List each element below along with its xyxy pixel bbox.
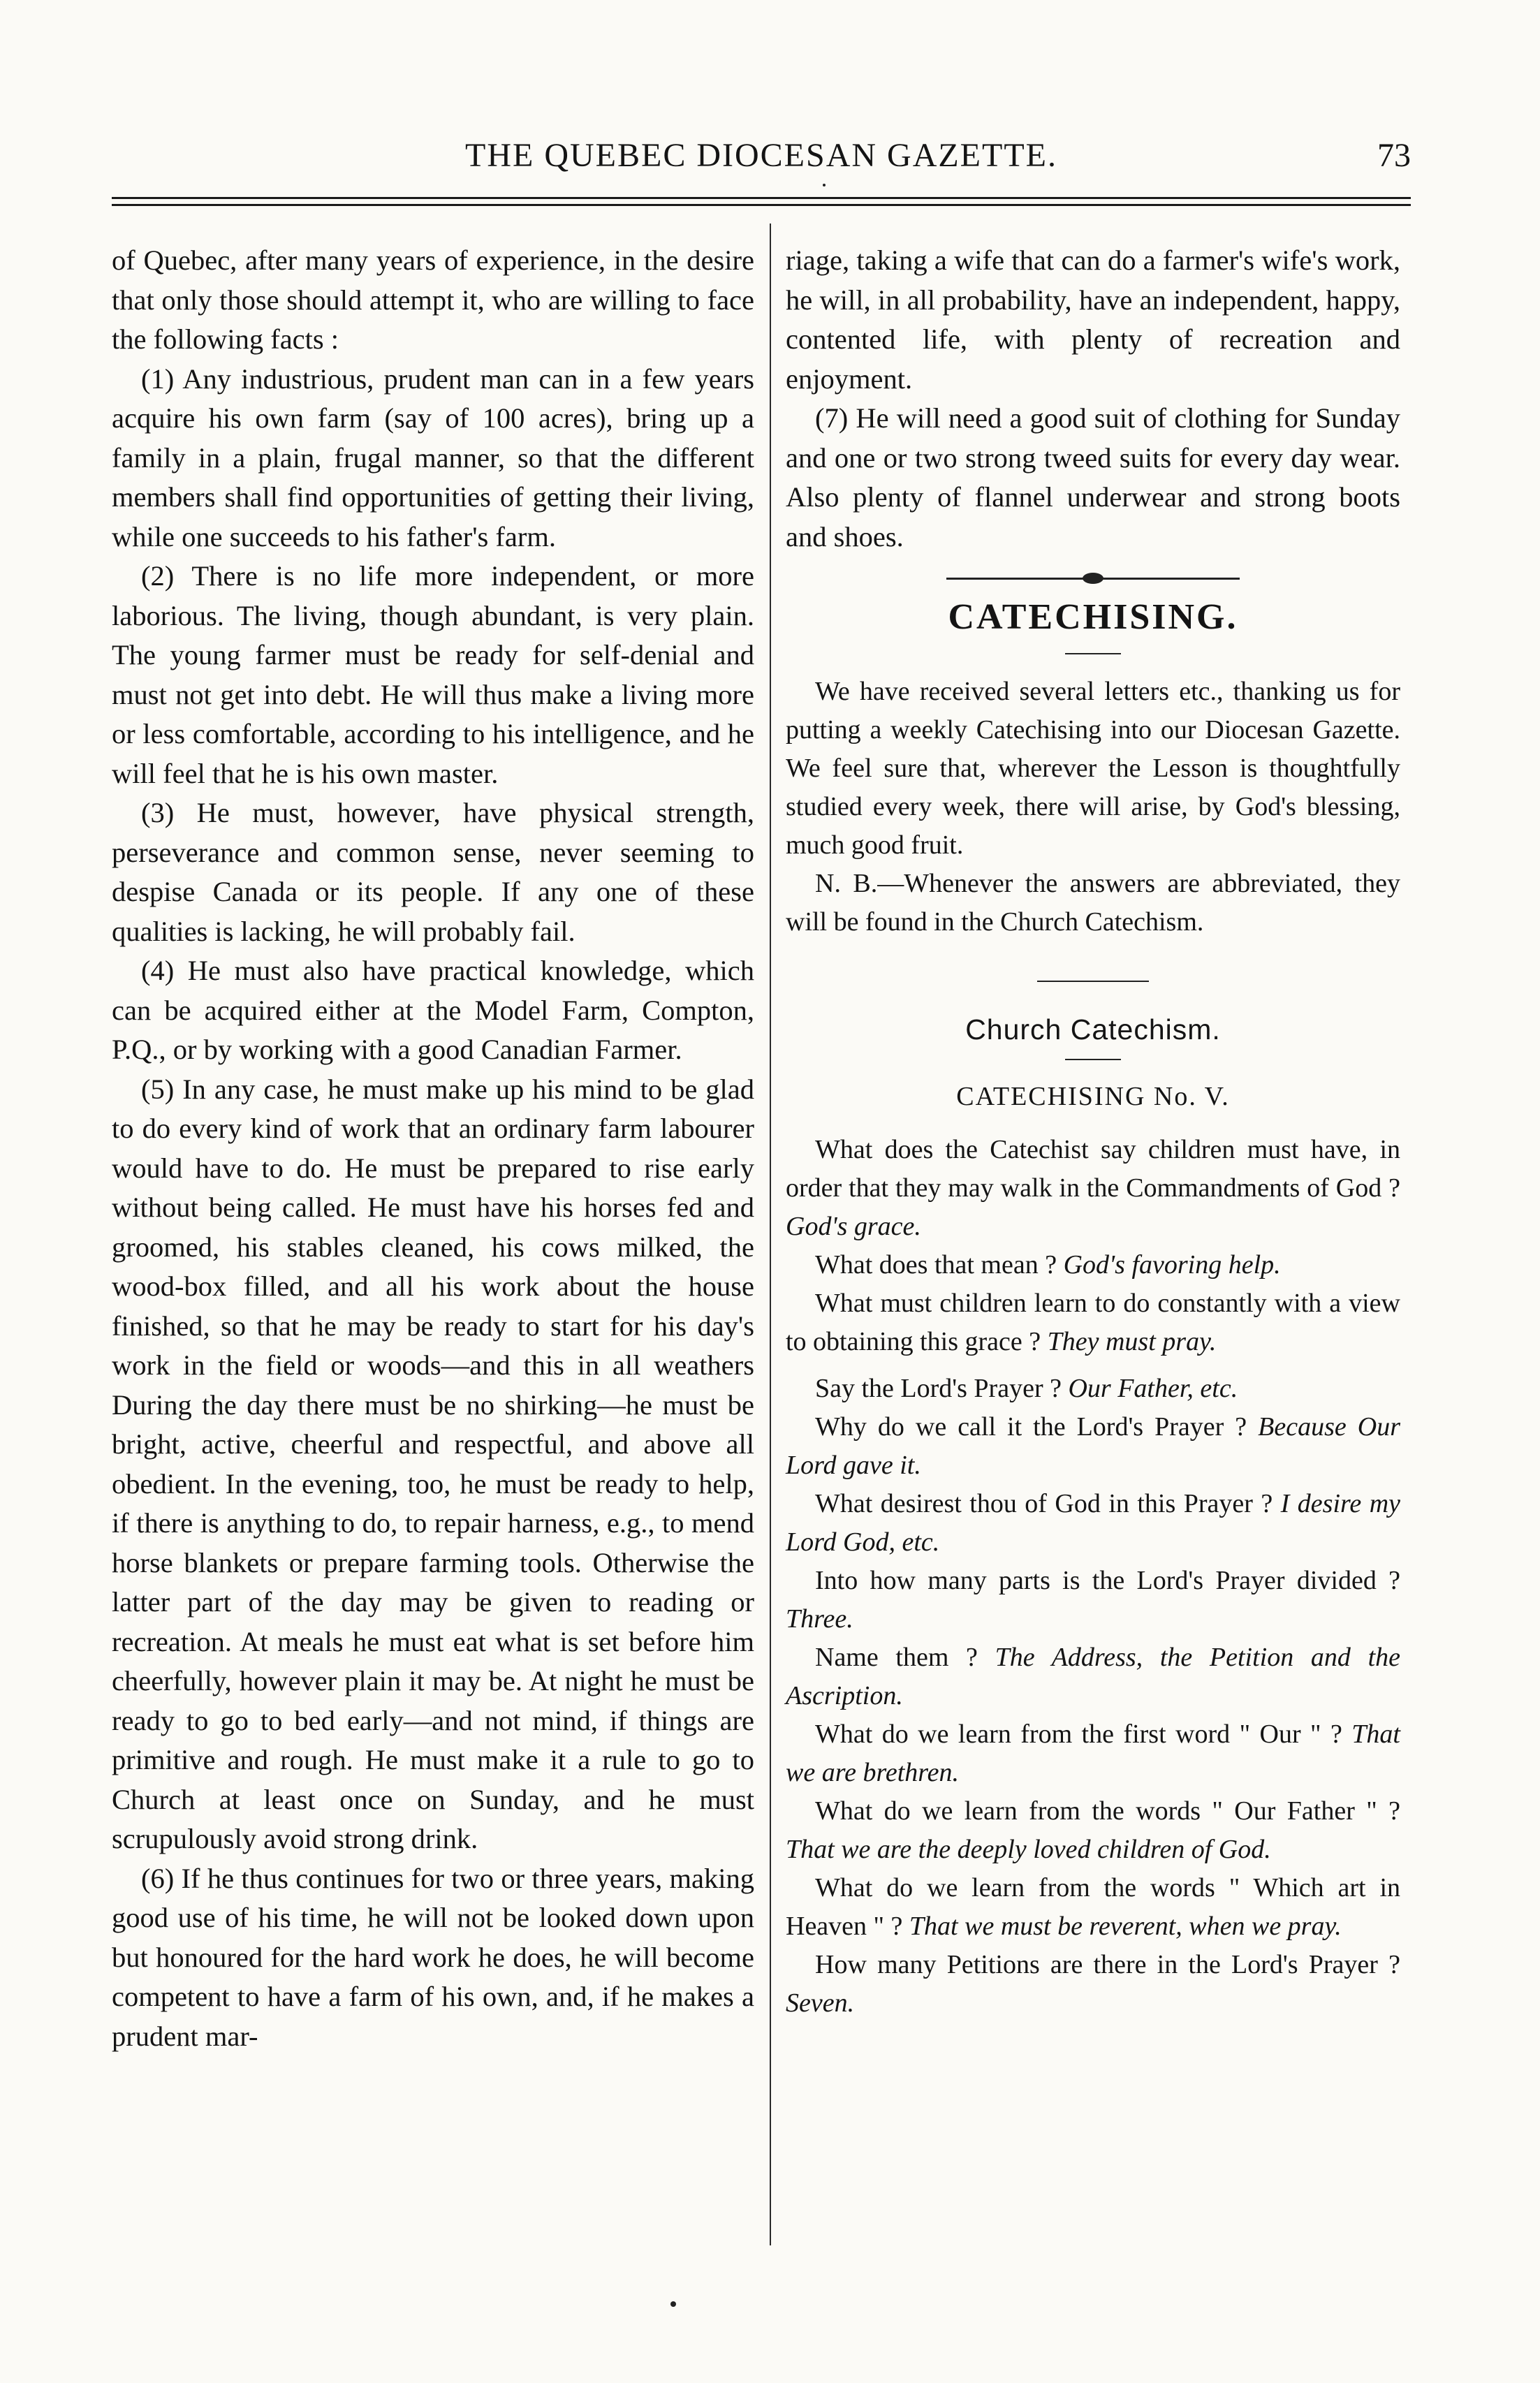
left-para-2: (1) Any industrious, prudent man can in a few years acquire his own farm (say of 100 acres), bring up a family in a plain, frugal manner, so that the different members shall find opportunities of getting their living, while one succeeds to his father's farm. — [112, 362, 754, 552]
speck — [823, 184, 826, 186]
column-divider — [770, 223, 771, 2245]
answer: Three. — [786, 1604, 853, 1634]
qa-item — [786, 1792, 1400, 1869]
qa-item — [786, 1370, 1400, 1408]
question: What do we learn from the words " Which art in Heaven " ? — [786, 1872, 1400, 1941]
left-para-5: (4) He must also have practical knowledge, which can be acquired either at the Model Farm, Compton, P.Q., or by working with a good Canadian Farmer. — [112, 955, 754, 1065]
qa-item — [786, 1131, 1400, 1246]
section-heading: CATECHISING. — [948, 597, 1238, 637]
answer: The Address, the Petition and the Ascription. — [786, 1642, 1400, 1710]
ornamental-rule — [946, 578, 1240, 580]
divider-rule — [1037, 981, 1149, 982]
left-para-4: (3) He must, however, have physical strength, perseverance and common sense, never seeming to despise Canada or its people. If any one of these qualities is lacking, he will probably fail. — [112, 797, 754, 947]
qa-item — [786, 1246, 1400, 1284]
qa-item — [786, 1946, 1400, 2023]
answer: That we must be reverent, when we pray. — [909, 1911, 1342, 1941]
question: Say the Lord's Prayer ? — [815, 1373, 1062, 1403]
left-para-6: (5) In any case, he must make up his mind to be glad to do every kind of work that an ordinary farm labourer would have to do. He must be prepared to rise early without being called. He must have his horses fed and groomed, his stables cleaned, his cows milked, the wood-box filled, and all his work about the house finished, so that he may be ready to start for his day's work in the field or woods—and this in all weathers During the day there must be no shirking—he must be bright, active, cheerful and respectful, and above all obedient. In the evening, too, he must be ready to help, if there is anything to do, to repair harness, e.g., to mend horse blankets or prepare farming tools. Otherwise the latter part of the day may be given to reading or recreation. At meals he must eat what is set before him cheerfully, however plain it may be. At night he must be ready to go to bed early—and not mind, if things are primitive and rough. He must make it a rule to go to Church at least once on Sunday, and he must scrupulously avoid strong drink. — [112, 1073, 754, 1854]
qa-item — [786, 1408, 1400, 1485]
header-rule-bottom — [112, 204, 1411, 206]
answer: That we are the deeply loved children of God. — [786, 1834, 1271, 1864]
qa-item — [786, 1284, 1400, 1361]
question: What desirest thou of God in this Prayer ? — [815, 1488, 1273, 1518]
qa-item — [786, 1869, 1400, 1946]
answer: God's favoring help. — [1063, 1249, 1281, 1280]
qa-item — [786, 1638, 1400, 1715]
question: What do we learn from the words " Our Father " ? — [815, 1796, 1400, 1826]
question: How many Petitions are there in the Lord's Prayer ? — [815, 1949, 1400, 1979]
qa-item — [786, 1715, 1400, 1792]
question: Into how many parts is the Lord's Prayer divided ? — [815, 1565, 1400, 1595]
answer: Because Our Lord gave it. — [786, 1412, 1401, 1480]
qa-item — [786, 1562, 1400, 1638]
intro-paragraph: We have received several letters etc., thanking us for putting a weekly Catechising into our Diocesan Gazette. We feel sure that, wherever the Lesson is thoughtfully studied every week, there will arise, by God's blessing, much good fruit. — [786, 676, 1400, 860]
left-column — [112, 241, 754, 2056]
clothing-paragraph: (7) He will need a good suit of clothing for Sunday and one or two strong tweed suits for every day wear. Also plenty of flannel underwear and strong boots and shoes. — [786, 402, 1400, 552]
short-rule — [1065, 653, 1121, 654]
answer: Our Father, etc. — [1068, 1373, 1238, 1403]
question: What must children learn to do constantly with a view to obtaining this grace ? — [786, 1288, 1400, 1356]
answer: I desire my Lord God, etc. — [786, 1488, 1401, 1557]
question: What does the Catechist say children must have, in order that they may walk in the Commandments of God ? — [786, 1134, 1400, 1203]
left-para-1: of Quebec, after many years of experience, in the desire that only those should attempt it, who are willing to face the following facts : — [112, 244, 754, 355]
answer: God's grace. — [786, 1211, 921, 1241]
answer: That we are brethren. — [786, 1719, 1400, 1787]
page-header — [112, 122, 1411, 192]
left-para-3: (2) There is no life more independent, or more laborious. The living, though abundant, is very plain. The young farmer must be ready for self-denial and must not get into debt. He will thus make a living more or less comfortable, according to his intelligence, and he will feel that he is his own master. — [112, 560, 754, 789]
subheading: Church Catechism. — [965, 1013, 1221, 1046]
continuation-paragraph: riage, taking a wife that can do a farmer's wife's work, he will, in all probability, have an independent, happy, contented life, with plenty of recreation and enjoyment. — [786, 244, 1400, 395]
question: What does that mean ? — [815, 1249, 1057, 1280]
answer: They must pray. — [1047, 1326, 1217, 1356]
left-para-7: (6) If he thus continues for two or three years, making good use of his time, he will not be looked down upon but honoured for the hard work he does, he will become competent to have a farm of his own, and, if he makes a prudent mar- — [112, 1862, 754, 2052]
qa-item — [786, 1485, 1400, 1562]
question: Name them ? — [815, 1642, 978, 1672]
footer-dot — [670, 2301, 676, 2307]
running-title: THE QUEBEC DIOCESAN GAZETTE. — [465, 137, 1057, 174]
lesson-title: CATECHISING No. V. — [956, 1082, 1230, 1111]
page-number: 73 — [1377, 137, 1411, 174]
short-rule-2 — [1065, 1059, 1121, 1060]
note-paragraph: N. B.—Whenever the answers are abbreviated, they will be found in the Church Catechism. — [786, 868, 1400, 937]
qa-list — [786, 1131, 1400, 2023]
header-rule-top — [112, 197, 1411, 199]
answer: Seven. — [786, 1988, 855, 2018]
question: Why do we call it the Lord's Prayer ? — [815, 1412, 1247, 1442]
question: What do we learn from the first word " Our " ? — [815, 1719, 1342, 1749]
right-column — [786, 241, 1400, 2023]
